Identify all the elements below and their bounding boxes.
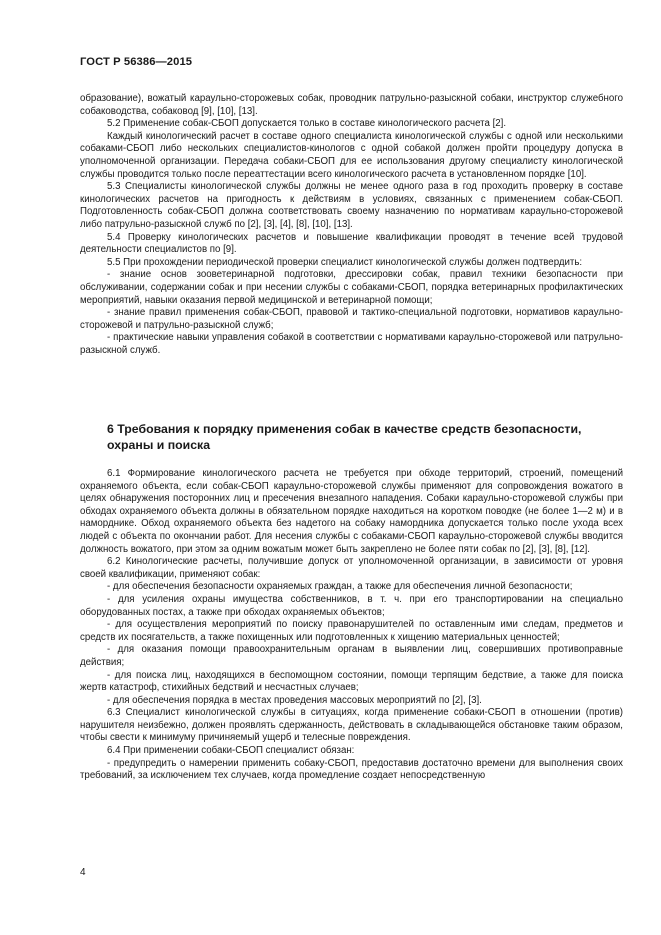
section-6-text xyxy=(80,468,623,783)
paragraph: 6.1 Формирование кинологического расчета не требуется при обходе территорий, строений, помещений охраняемого объекта, если собак-СБОП караульно-сторожевой службы применяют для сопровождения вожатого в целях обнаружения посторонних лиц и пресечения внезапного нападения. Собаки караульно-сторожевой службы при обходах охраняемого объекта должны в обязательном порядке находиться на коротком поводке (не более 1—2 м) и в наморднике. Обход охраняемого объекта без надетого на собаку намордника допускается только после ухода всех людей с объекта по окончании работ. Для несения службы с собаками-СБОП караульно-сторожевой службы вводится должность вожатого, при этом за одним вожатым может быть закреплено не более пяти собак по [2], [3], [8], [12]. xyxy=(80,468,623,555)
list-item: - для оказания помощи правоохранительным органам в выявлении лиц, совершивших противоправные действия; xyxy=(80,644,623,668)
paragraph: Каждый кинологический расчет в составе одного специалиста кинологической службы с одной или несколькими собаками-СБОП либо нескольких специалистов-кинологов с одной собакой должен пройти процедуру допуска в уполномоченной организации. Передача собаки-СБОП для ее использования другому специалисту кинологической службы проводится только после переаттестации всего кинологического расчета в установленном порядке [10]. xyxy=(80,130,623,180)
paragraph: образование), вожатый караульно-сторожевых собак, проводник патрульно-разыскной собаки, инструктор служебного собаководства, собаковод [9], [10], [13]. xyxy=(80,93,623,117)
paragraph: 6.3 Специалист кинологической службы в ситуациях, когда применение собаки-СБОП в отношении (против) нарушителя неизбежно, должен проявлять сдержанность, действовать в складывающейся обстановке таким образом, чтобы свести к минимуму причиняемый ущерб и телесные повреждения. xyxy=(80,707,623,744)
list-item: - для поиска лиц, находящихся в беспомощном состоянии, помощи терпящим бедствие, а также для поиска жертв катастроф, стихийных бедствий и несчастных случаев; xyxy=(80,669,623,694)
list-item: - знание правил применения собак-СБОП, правовой и тактико-специальной подготовки, нормативов караульно-сторожевой и патрульно-разыскной служб; xyxy=(80,307,623,331)
list-item: - практические навыки управления собакой в соответствии с нормативами караульно-сторожевой или патрульно-разыскной служб. xyxy=(80,332,623,356)
list-item: - для осуществления мероприятий по поиску правонарушителей по оставленным ими следам, предметов и средств их посягательств, а также похищенных или подготовленных к хищению материальных ценностей; xyxy=(80,619,623,643)
document-header: ГОСТ Р 56386—2015 xyxy=(80,56,193,68)
list-item: - для усиления охраны имущества собственников, в т. ч. при его транспортировании на специально оборудованных постах, а также при обходах охраняемых объектов; xyxy=(80,593,623,618)
paragraph: 5.5 При прохождении периодической проверки специалист кинологической службы должен подтвердить: xyxy=(107,256,583,268)
list-item: - для обеспечения порядка в местах проведения массовых мероприятий по [2], [3]. xyxy=(107,694,482,706)
list-item: - для обеспечения безопасности охраняемых граждан, а также для обеспечения личной безопасности; xyxy=(107,581,573,593)
paragraph: 6.2 Кинологические расчеты, получившие допуск от уполномоченной организации, в зависимости от уровня своей квалификации, применяют собак: xyxy=(80,556,623,580)
list-item: - знание основ зооветеринарной подготовки, дрессировки собак, правил техники безопасности при обслуживании, содержании собак и при несении службы с собаками-СБОП, порядка ветеринарных профилактических мероприятий, навыки оказания первой медицинской и ветеринарной помощи; xyxy=(80,269,623,306)
paragraph: 6.4 При применении собаки-СБОП специалист обязан: xyxy=(107,745,355,757)
list-item: - предупредить о намерении применить собаку-СБОП, предоставив достаточно времени для выполнения своих требований, за исключением тех случаев, когда промедление создает непосредственную xyxy=(80,757,623,782)
page-number: 4 xyxy=(80,867,86,878)
paragraph: 5.4 Проверку кинологических расчетов и повышение квалификации проводят в течение всей трудовой деятельности специалистов по [9]. xyxy=(80,231,623,256)
section-6-heading: 6 Требования к порядку применения собак в качестве средств безопасности, охраны и поиска xyxy=(107,422,582,452)
section-5-text xyxy=(80,93,623,357)
paragraph: 5.2 Применение собак-СБОП допускается только в составе кинологического расчета [2]. xyxy=(107,118,507,130)
paragraph: 5.3 Специалисты кинологической службы должны не менее одного раза в год проходить проверку в составе кинологических расчетов на пригодность к действиям в условиях, связанных с применением собак-СБОП. Подготовленность собак-СБОП должна соответствовать своему назначению по нормативам караульно-сторожевой либо патрульно-разыскной служб по [2], [3], [4], [8], [10], [13]. xyxy=(80,181,623,230)
